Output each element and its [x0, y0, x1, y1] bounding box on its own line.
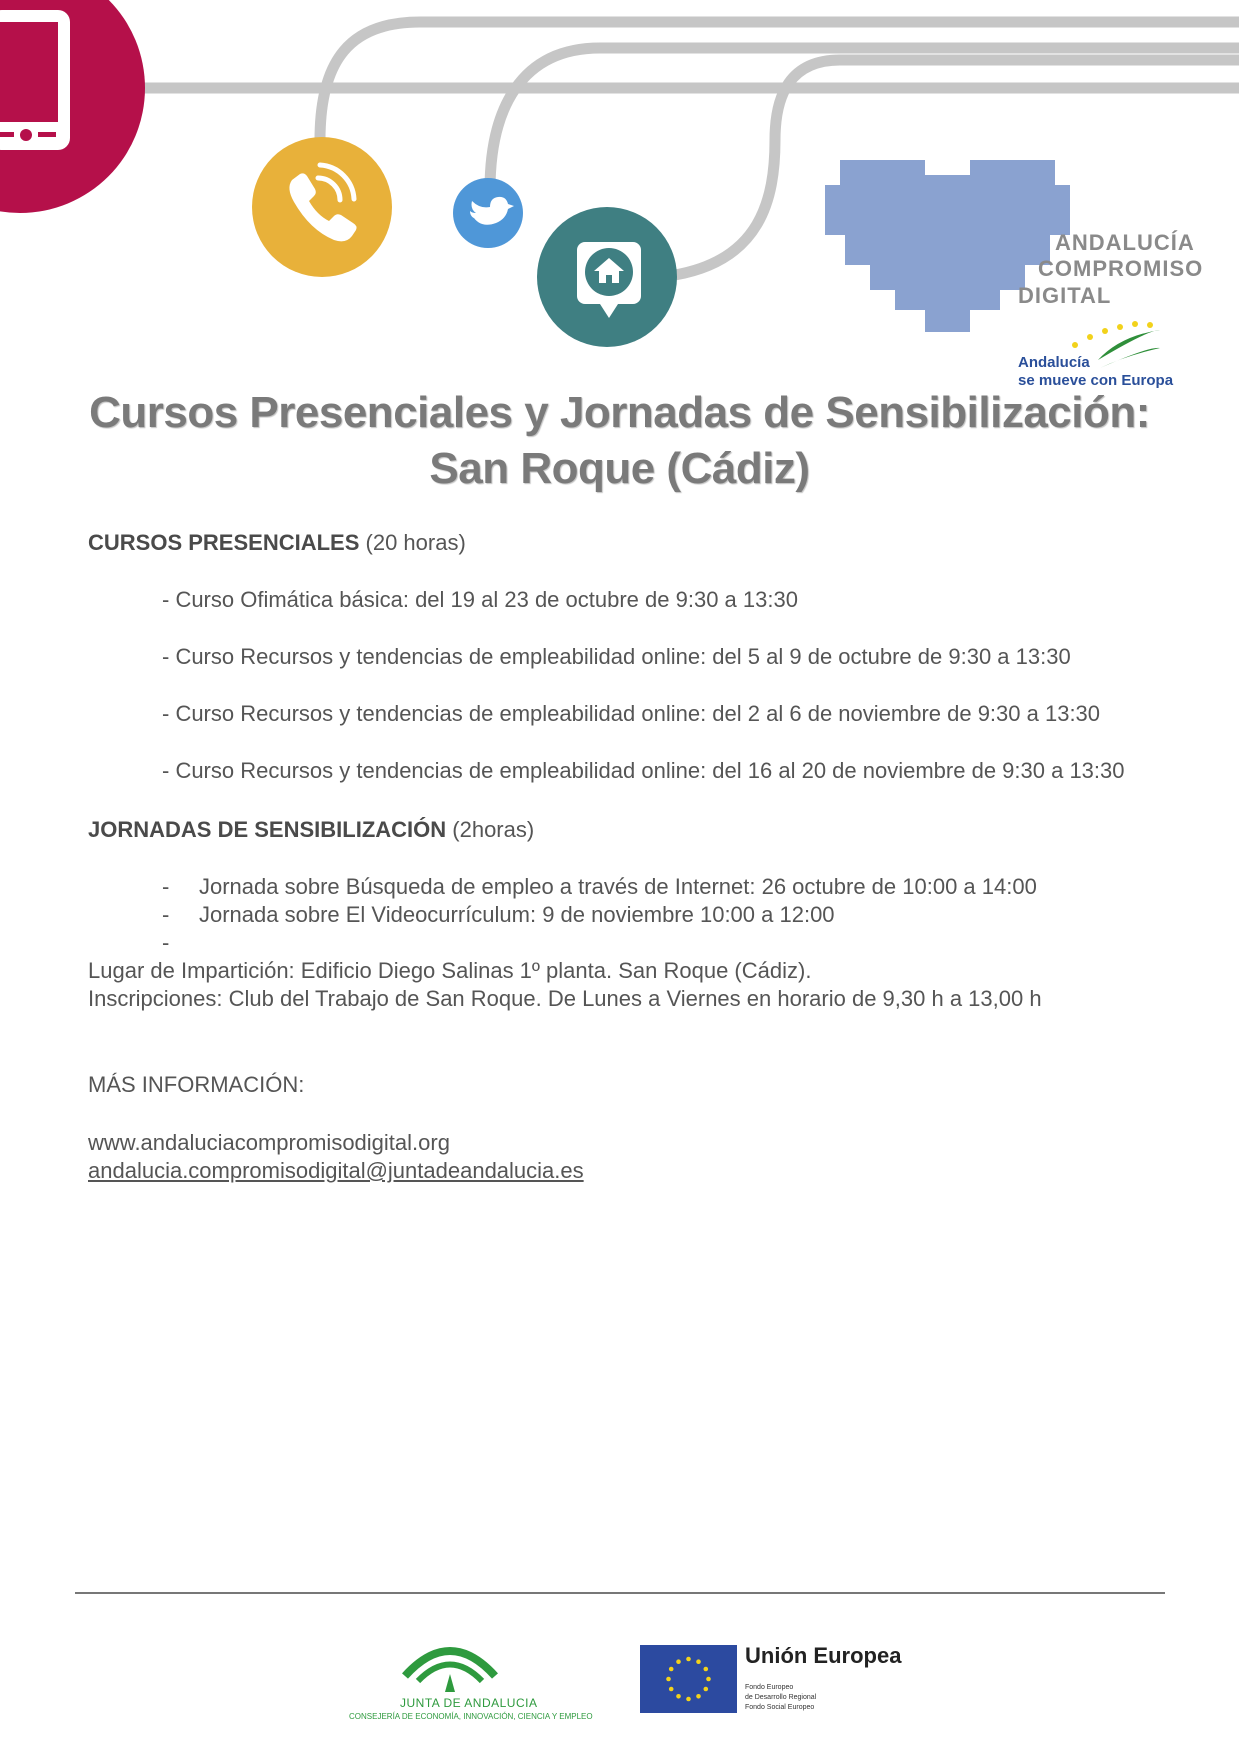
curso-item-3: - Curso Recursos y tendencias de empleabilidad online: del 2 al 6 de noviembre de 9:30 a 13:30: [162, 701, 1101, 726]
fondo-line-2: de Desarrollo Regional: [745, 1694, 817, 1701]
eu-star-icon: [704, 1667, 709, 1672]
europa-line-1: Andalucía: [1018, 354, 1090, 371]
junta-name: JUNTA DE ANDALUCIA: [400, 1696, 538, 1710]
page-title-line-2: San Roque (Cádiz): [429, 444, 810, 493]
eu-flag-icon: [640, 1645, 737, 1713]
jornadas-heading: [88, 817, 534, 843]
fondo-line-1: Fondo Europeo: [745, 1684, 794, 1691]
eu-star-icon: [696, 1694, 701, 1699]
jornadas-hours: (2horas): [446, 817, 535, 842]
eu-star-icon: [669, 1687, 674, 1692]
jornadas-heading-label: JORNADAS DE SENSIBILIZACIÓN: [88, 817, 447, 842]
email-link[interactable]: andalucia.compromisodigital@juntadeandalucia.es: [88, 1158, 584, 1183]
curso-item-4: - Curso Recursos y tendencias de empleabilidad online: del 16 al 20 de noviembre de 9:30 a 13:30: [162, 758, 1125, 783]
page-title-line-1: Cursos Presenciales y Jornadas de Sensibilización:: [89, 388, 1150, 437]
home-icon: [537, 207, 677, 347]
cursos-heading-label: CURSOS PRESENCIALES: [88, 530, 360, 555]
jornada-item-2: Jornada sobre El Videocurrículum: 9 de noviembre 10:00 a 12:00: [199, 902, 835, 927]
eu-star-icon: [704, 1687, 709, 1692]
phone-icon: [252, 137, 392, 277]
eu-star-icon: [666, 1677, 671, 1682]
inscripciones-text: Inscripciones: Club del Trabajo de San Roque. De Lunes a Viernes en horario de 9,30 h a 13,00 h: [88, 986, 1042, 1011]
junta-logo-icon: [400, 1636, 500, 1696]
eu-star-icon: [669, 1667, 674, 1672]
jornada-dash-1: -: [162, 874, 170, 899]
eu-star-icon: [686, 1697, 691, 1702]
header-artwork: [0, 0, 1239, 400]
footer-divider: [75, 1592, 1165, 1594]
brand-line-3: DIGITAL: [1018, 283, 1112, 308]
eu-star-icon: [696, 1659, 701, 1664]
cursos-heading: [88, 530, 466, 556]
curso-item-2: - Curso Recursos y tendencias de empleabilidad online: del 5 al 9 de octubre de 9:30 a 13:30: [162, 644, 1071, 669]
ue-name: Unión Europea: [745, 1643, 902, 1668]
lugar-text: Lugar de Impartición: Edificio Diego Salinas 1º planta. San Roque (Cádiz).: [88, 958, 812, 983]
brand-line-2: COMPROMISO: [1038, 256, 1204, 281]
eu-star-icon: [676, 1694, 681, 1699]
fondo-line-3: Fondo Social Europeo: [745, 1704, 815, 1711]
eu-star-icon: [676, 1659, 681, 1664]
bird-icon: [453, 178, 523, 248]
mas-info-heading: MÁS INFORMACIÓN:: [88, 1072, 305, 1097]
curso-item-1: - Curso Ofimática básica: del 19 al 23 de octubre de 9:30 a 13:30: [162, 587, 798, 612]
jornada-dash-3: -: [162, 930, 170, 955]
eu-star-icon: [706, 1677, 711, 1682]
jornada-item-1: Jornada sobre Búsqueda de empleo a través de Internet: 26 octubre de 10:00 a 14:00: [199, 874, 1037, 899]
tablet-icon: [0, 0, 145, 213]
jornada-dash-2: -: [162, 902, 170, 927]
cursos-hours: (20 horas): [359, 530, 466, 555]
brand-line-1: ANDALUCÍA: [1055, 230, 1195, 255]
europa-line-2: se mueve con Europa: [1018, 372, 1174, 389]
eu-star-icon: [686, 1657, 691, 1662]
web-link[interactable]: www.andaluciacompromisodigital.org: [88, 1130, 450, 1155]
consejeria-name: CONSEJERÍA DE ECONOMÍA, INNOVACIÓN, CIENCIA Y EMPLEO: [349, 1712, 593, 1721]
